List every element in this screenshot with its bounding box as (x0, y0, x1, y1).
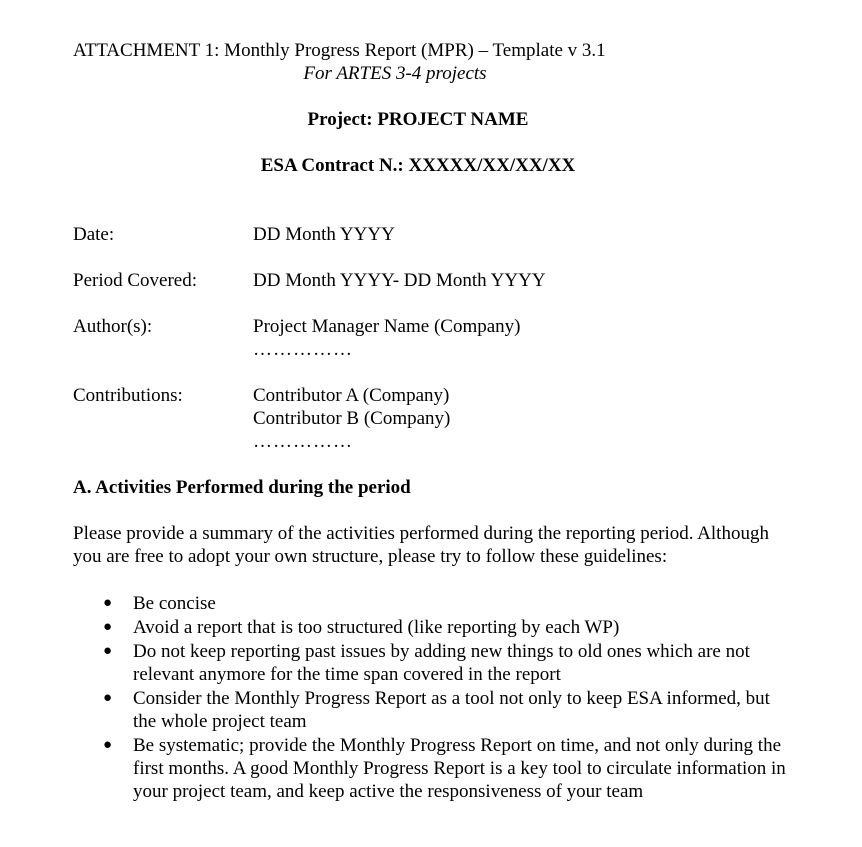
contributor-b: Contributor B (Company) (253, 408, 451, 429)
bullet-icon: ● (103, 737, 113, 753)
bullet-icon: ● (103, 619, 113, 635)
guideline-text: Be concise (133, 593, 216, 614)
author-value: Project Manager Name (Company) (253, 316, 521, 337)
guideline-text: Do not keep reporting past issues by adding new things to old ones which are not relevant anymore for the time span covered in the report (133, 641, 750, 685)
list-item (73, 592, 793, 615)
contributor-placeholder-dots: …………… (253, 431, 353, 452)
list-item (73, 734, 793, 803)
list-item (73, 616, 793, 639)
section-a-intro: Please provide a summary of the activities performed during the reporting period. Although you are free to adopt your own structure, please try to follow these guidelines: (73, 523, 769, 567)
contributor-a: Contributor A (Company) (253, 385, 450, 406)
guideline-text: Avoid a report that is too structured (like reporting by each WP) (133, 617, 620, 638)
bullet-icon: ● (103, 643, 113, 659)
bullet-icon: ● (103, 690, 113, 706)
contributions-label: Contributions: (73, 385, 183, 406)
date-label: Date: (73, 224, 115, 245)
guideline-text: Be systematic; provide the Monthly Progress Report on time, and not only during the first months. A good Monthly Progress Report is a key tool to circulate information in your project team, and keep active the responsiveness of your team (133, 735, 786, 802)
list-item (73, 640, 793, 686)
period-value: DD Month YYYY- DD Month YYYY (253, 270, 546, 291)
period-label: Period Covered: (73, 270, 198, 291)
guidelines-list (73, 592, 793, 804)
section-a-heading: A. Activities Performed during the period (73, 477, 411, 498)
authors-label: Author(s): (73, 316, 153, 337)
author-placeholder-dots: …………… (253, 339, 353, 360)
document-title: ATTACHMENT 1: Monthly Progress Report (MPR) – Template v 3.1 (73, 40, 606, 61)
project-name: Project: PROJECT NAME (307, 109, 529, 130)
guideline-text: Consider the Monthly Progress Report as a tool not only to keep ESA informed, but the whole project team (133, 688, 770, 732)
document-subtitle: For ARTES 3-4 projects (303, 63, 487, 84)
contract-number: ESA Contract N.: XXXXX/XX/XX/XX (260, 155, 576, 176)
list-item (73, 687, 793, 733)
date-value: DD Month YYYY (253, 224, 395, 245)
bullet-icon: ● (103, 595, 113, 611)
